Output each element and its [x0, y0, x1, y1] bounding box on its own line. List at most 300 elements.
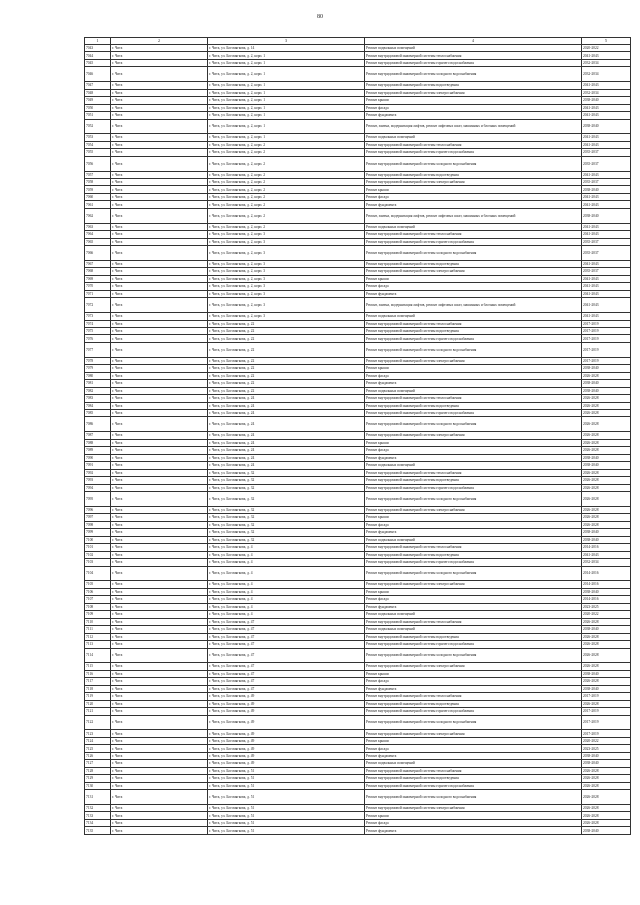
period: 2014-2016: [582, 566, 631, 581]
address: г. Чита, ул. Богомягкова, д. 2, корп. 1: [208, 112, 365, 119]
row-number: 7057: [85, 171, 111, 178]
address: г. Чита, ул. Богомягкова, д. 24: [208, 395, 365, 402]
table-row: [85, 208, 631, 223]
table-row: [85, 618, 631, 625]
settlement: г. Чита: [111, 298, 208, 313]
period: 2017-2019: [582, 357, 631, 364]
settlement: г. Чита: [111, 380, 208, 387]
address: г. Чита, ул. Богомягкова, д. 2, корп. 2: [208, 193, 365, 200]
address: г. Чита, ул. Богомягкова, д. 2, корп. 1: [208, 59, 365, 66]
work-type: Ремонт фасада: [365, 104, 582, 111]
row-number: 7132: [85, 804, 111, 811]
period: 2026-2028: [582, 618, 631, 625]
settlement: г. Чита: [111, 506, 208, 513]
table-row: [85, 275, 631, 282]
header-col-4: 4: [365, 38, 582, 45]
work-type: Ремонт внутридомовой инженерной системы горячего водоснабжения: [365, 238, 582, 245]
period: 2041-2043: [582, 275, 631, 282]
period: 2017-2019: [582, 730, 631, 737]
row-number: 7048: [85, 89, 111, 96]
settlement: г. Чита: [111, 775, 208, 782]
row-number: 7089: [85, 447, 111, 454]
period: 2014-2016: [582, 581, 631, 588]
table-row: [85, 700, 631, 707]
table-row: [85, 775, 631, 782]
work-type: Ремонт внутридомовой инженерной системы электроснабжения: [365, 179, 582, 186]
period: 2026-2028: [582, 492, 631, 507]
address: г. Чита, ул. Богомягкова, д. 24: [208, 447, 365, 454]
period: 2017-2019: [582, 708, 631, 715]
settlement: г. Чита: [111, 231, 208, 238]
work-type: Ремонт внутридомовой инженерной системы теплоснабжения: [365, 52, 582, 59]
row-number: 7134: [85, 819, 111, 826]
table-row: [85, 313, 631, 320]
settlement: г. Чита: [111, 223, 208, 230]
table-row: [85, 134, 631, 141]
work-type: Ремонт подвальных помещений: [365, 626, 582, 633]
settlement: г. Чита: [111, 678, 208, 685]
period: 2026-2028: [582, 700, 631, 707]
work-type: Ремонт внутридомовой инженерной системы теплоснабжения: [365, 141, 582, 148]
table-row: [85, 767, 631, 774]
settlement: г. Чита: [111, 238, 208, 245]
address: г. Чита, ул. Богомягкова, д. 2, корп. 3: [208, 298, 365, 313]
row-number: 7129: [85, 775, 111, 782]
row-number: 7051: [85, 112, 111, 119]
settlement: г. Чита: [111, 700, 208, 707]
period: 2035-2037: [582, 149, 631, 156]
row-number: 7128: [85, 767, 111, 774]
table-row: [85, 395, 631, 402]
row-number: 7100: [85, 536, 111, 543]
table-row: [85, 357, 631, 364]
period: 2026-2028: [582, 484, 631, 491]
work-type: Ремонт внутридомовой инженерной системы холодного водоснабжения: [365, 492, 582, 507]
settlement: г. Чита: [111, 409, 208, 416]
settlement: г. Чита: [111, 67, 208, 82]
work-type: Ремонт крыши: [365, 812, 582, 819]
period: 2038-2040: [582, 670, 631, 677]
work-type: Ремонт внутридомовой инженерной системы водоотведения: [365, 633, 582, 640]
table-row: [85, 260, 631, 267]
address: г. Чита, ул. Богомягкова, д. 32: [208, 529, 365, 536]
work-type: Ремонт внутридомовой инженерной системы водоотведения: [365, 327, 582, 334]
settlement: г. Чита: [111, 559, 208, 566]
row-number: 7082: [85, 387, 111, 394]
work-type: Ремонт фундамента: [365, 380, 582, 387]
table-row: [85, 342, 631, 357]
row-number: 7075: [85, 327, 111, 334]
work-type: Ремонт внутридомовой инженерной системы холодного водоснабжения: [365, 342, 582, 357]
work-type: Ремонт внутридомовой инженерной системы теплоснабжения: [365, 767, 582, 774]
row-number: 7125: [85, 745, 111, 752]
work-type: Ремонт фундамента: [365, 752, 582, 759]
table-row: [85, 715, 631, 730]
settlement: г. Чита: [111, 335, 208, 342]
row-number: 7101: [85, 544, 111, 551]
work-type: Ремонт внутридомовой инженерной системы теплоснабжения: [365, 618, 582, 625]
table-row: [85, 760, 631, 767]
row-number: 7112: [85, 633, 111, 640]
address: г. Чита, ул. Богомягкова, д. 51: [208, 819, 365, 826]
table-header-row: [85, 38, 631, 45]
address: г. Чита, ул. Богомягкова, д. 2, корп. 3: [208, 283, 365, 290]
table-row: [85, 529, 631, 536]
period: 2038-2040: [582, 752, 631, 759]
table-row: [85, 670, 631, 677]
address: г. Чита, ул. Богомягкова, д. 49: [208, 700, 365, 707]
row-number: 7067: [85, 260, 111, 267]
row-number: 7079: [85, 365, 111, 372]
period: 2026-2028: [582, 432, 631, 439]
period: 2017-2019: [582, 693, 631, 700]
table-row: [85, 693, 631, 700]
table-row: [85, 782, 631, 789]
settlement: г. Чита: [111, 790, 208, 805]
table-row: [85, 559, 631, 566]
period: 2038-2040: [582, 97, 631, 104]
period: 2038-2040: [582, 827, 631, 834]
address: г. Чита, ул. Богомягкова, д. 2, корп. 2: [208, 149, 365, 156]
period: 2020-2022: [582, 737, 631, 744]
table-row: [85, 439, 631, 446]
work-type: Ремонт фасада: [365, 447, 582, 454]
settlement: г. Чита: [111, 819, 208, 826]
period: 2026-2028: [582, 648, 631, 663]
period: 2038-2040: [582, 208, 631, 223]
work-type: Ремонт, замена, модернизация лифтов, ремонт лифтовых шахт, машинных и блочных помещений: [365, 208, 582, 223]
settlement: г. Чита: [111, 193, 208, 200]
row-number: 7066: [85, 246, 111, 261]
settlement: г. Чита: [111, 45, 208, 52]
address: г. Чита, ул. Богомягкова, д. 47: [208, 648, 365, 663]
address: г. Чита, ул. Богомягкова, д. 22: [208, 335, 365, 342]
header-col-5: 5: [582, 38, 631, 45]
period: 2026-2028: [582, 678, 631, 685]
work-type: Ремонт фасада: [365, 819, 582, 826]
settlement: г. Чита: [111, 551, 208, 558]
work-type: Ремонт фасада: [365, 372, 582, 379]
work-type: Ремонт внутридомовой инженерной системы водоотведения: [365, 402, 582, 409]
address: г. Чита, ул. Богомягкова, д. 4: [208, 559, 365, 566]
work-type: Ремонт внутридомовой инженерной системы водоотведения: [365, 700, 582, 707]
row-number: 7119: [85, 693, 111, 700]
settlement: г. Чита: [111, 439, 208, 446]
address: г. Чита, ул. Богомягкова, д. 24: [208, 454, 365, 461]
table-row: [85, 409, 631, 416]
row-number: 7052: [85, 119, 111, 134]
address: г. Чита, ул. Богомягкова, д. 47: [208, 626, 365, 633]
period: 2026-2028: [582, 439, 631, 446]
table-row: [85, 89, 631, 96]
table-row: [85, 387, 631, 394]
table-row: [85, 678, 631, 685]
address: г. Чита, ул. Богомягкова, д. 4: [208, 566, 365, 581]
address: г. Чита, ул. Богомягкова, д. 24: [208, 417, 365, 432]
address: г. Чита, ул. Богомягкова, д. 4: [208, 596, 365, 603]
row-number: 7074: [85, 320, 111, 327]
work-type: Ремонт, замена, модернизация лифтов, ремонт лифтовых шахт, машинных и блочных помещений: [365, 298, 582, 313]
address: г. Чита, ул. Богомягкова, д. 24: [208, 432, 365, 439]
settlement: г. Чита: [111, 529, 208, 536]
work-type: Ремонт крыши: [365, 670, 582, 677]
settlement: г. Чита: [111, 827, 208, 834]
settlement: г. Чита: [111, 327, 208, 334]
period: 2017-2019: [582, 342, 631, 357]
row-number: 7109: [85, 611, 111, 618]
period: 2038-2040: [582, 387, 631, 394]
address: г. Чита, ул. Богомягкова, д. 49: [208, 752, 365, 759]
settlement: г. Чита: [111, 737, 208, 744]
row-number: 7069: [85, 275, 111, 282]
work-type: Ремонт подвальных помещений: [365, 313, 582, 320]
settlement: г. Чита: [111, 745, 208, 752]
period: 2026-2028: [582, 633, 631, 640]
address: г. Чита, ул. Богомягкова, д. 2, корп. 2: [208, 186, 365, 193]
work-type: Ремонт подвальных помещений: [365, 611, 582, 618]
table-row: [85, 179, 631, 186]
table-row: [85, 752, 631, 759]
work-type: Ремонт фундамента: [365, 112, 582, 119]
table-row: [85, 596, 631, 603]
row-number: 7130: [85, 782, 111, 789]
address: г. Чита, ул. Богомягкова, д. 51: [208, 804, 365, 811]
settlement: г. Чита: [111, 626, 208, 633]
address: г. Чита, ул. Богомягкова, д. 4: [208, 551, 365, 558]
work-type: Ремонт подвальных помещений: [365, 462, 582, 469]
settlement: г. Чита: [111, 782, 208, 789]
settlement: г. Чита: [111, 566, 208, 581]
address: г. Чита, ул. Богомягкова, д. 2, корп. 1: [208, 67, 365, 82]
row-number: 7116: [85, 670, 111, 677]
table-row: [85, 52, 631, 59]
period: 2026-2028: [582, 790, 631, 805]
settlement: г. Чита: [111, 313, 208, 320]
address: г. Чита, ул. Богомягкова, д. 32: [208, 492, 365, 507]
address: г. Чита, ул. Богомягкова, д. 22: [208, 365, 365, 372]
row-number: 7118: [85, 685, 111, 692]
period: 2032-2034: [582, 559, 631, 566]
table-row: [85, 432, 631, 439]
row-number: 7092: [85, 469, 111, 476]
period: 2026-2028: [582, 663, 631, 670]
row-number: 7081: [85, 380, 111, 387]
address: г. Чита, ул. Богомягкова, д. 22: [208, 342, 365, 357]
period: 2041-2043: [582, 260, 631, 267]
address: г. Чита, ул. Богомягкова, д. 47: [208, 685, 365, 692]
address: г. Чита, ул. Богомягкова, д. 22: [208, 327, 365, 334]
table-row: [85, 506, 631, 513]
work-type: Ремонт внутридомовой инженерной системы теплоснабжения: [365, 469, 582, 476]
settlement: г. Чита: [111, 52, 208, 59]
work-type: Ремонт внутридомовой инженерной системы водоотведения: [365, 171, 582, 178]
row-number: 7097: [85, 514, 111, 521]
work-type: Ремонт внутридомовой инженерной системы электроснабжения: [365, 581, 582, 588]
work-type: Ремонт внутридомовой инженерной системы теплоснабжения: [365, 693, 582, 700]
row-number: 7084: [85, 402, 111, 409]
table-row: [85, 335, 631, 342]
row-number: 7080: [85, 372, 111, 379]
work-type: Ремонт внутридомовой инженерной системы электроснабжения: [365, 432, 582, 439]
settlement: г. Чита: [111, 141, 208, 148]
period: 2041-2043: [582, 112, 631, 119]
settlement: г. Чита: [111, 119, 208, 134]
page-number: 80: [317, 14, 323, 20]
work-type: Ремонт внутридомовой инженерной системы горячего водоснабжения: [365, 59, 582, 66]
work-type: Ремонт фундамента: [365, 827, 582, 834]
address: г. Чита, ул. Богомягкова, д. 2, корп. 2: [208, 223, 365, 230]
work-type: Ремонт подвальных помещений: [365, 223, 582, 230]
address: г. Чита, ул. Богомягкова, д. 2, корп. 1: [208, 52, 365, 59]
period: 2038-2040: [582, 380, 631, 387]
address: г. Чита, ул. Богомягкова, д. 32: [208, 521, 365, 528]
period: 2041-2043: [582, 141, 631, 148]
period: 2038-2040: [582, 462, 631, 469]
period: 2035-2037: [582, 238, 631, 245]
table-row: [85, 663, 631, 670]
settlement: г. Чита: [111, 387, 208, 394]
table-row: [85, 67, 631, 82]
work-type: Ремонт внутридомовой инженерной системы теплоснабжения: [365, 320, 582, 327]
settlement: г. Чита: [111, 82, 208, 89]
work-type: Ремонт внутридомовой инженерной системы электроснабжения: [365, 89, 582, 96]
work-type: Ремонт внутридомовой инженерной системы электроснабжения: [365, 663, 582, 670]
work-type: Ремонт подвальных помещений: [365, 387, 582, 394]
work-type: Ремонт внутридомовой инженерной системы электроснабжения: [365, 357, 582, 364]
settlement: г. Чита: [111, 290, 208, 297]
period: 2026-2028: [582, 469, 631, 476]
period: 2041-2043: [582, 104, 631, 111]
settlement: г. Чита: [111, 663, 208, 670]
settlement: г. Чита: [111, 156, 208, 171]
address: г. Чита, ул. Богомягкова, д. 32: [208, 469, 365, 476]
table-row: [85, 156, 631, 171]
period: 2026-2028: [582, 767, 631, 774]
period: 2038-2040: [582, 588, 631, 595]
row-number: 7058: [85, 179, 111, 186]
work-type: Ремонт внутридомовой инженерной системы теплоснабжения: [365, 544, 582, 551]
address: г. Чита, ул. Богомягкова, д. 47: [208, 678, 365, 685]
work-type: Ремонт фундамента: [365, 603, 582, 610]
work-type: Ремонт внутридомовой инженерной системы водоотведения: [365, 82, 582, 89]
table-row: [85, 514, 631, 521]
period: 2041-2043: [582, 201, 631, 208]
row-number: 7047: [85, 82, 111, 89]
work-type: Ремонт внутридомовой инженерной системы холодного водоснабжения: [365, 790, 582, 805]
period: 2026-2028: [582, 812, 631, 819]
row-number: 7122: [85, 715, 111, 730]
settlement: г. Чита: [111, 283, 208, 290]
settlement: г. Чита: [111, 201, 208, 208]
settlement: г. Чита: [111, 767, 208, 774]
work-type: Ремонт внутридомовой инженерной системы горячего водоснабжения: [365, 641, 582, 648]
work-type: Ремонт фасада: [365, 283, 582, 290]
table-row: [85, 454, 631, 461]
settlement: г. Чита: [111, 320, 208, 327]
work-type: Ремонт фасада: [365, 745, 582, 752]
table-row: [85, 223, 631, 230]
row-number: 7095: [85, 492, 111, 507]
address: г. Чита, ул. Богомягкова, д. 47: [208, 663, 365, 670]
work-type: Ремонт внутридомовой инженерной системы водоотведения: [365, 477, 582, 484]
address: г. Чита, ул. Богомягкова, д. 2, корп. 3: [208, 275, 365, 282]
table-row: [85, 790, 631, 805]
settlement: г. Чита: [111, 521, 208, 528]
row-number: 7083: [85, 395, 111, 402]
settlement: г. Чита: [111, 432, 208, 439]
work-type: Ремонт внутридомовой инженерной системы водоотведения: [365, 260, 582, 267]
period: 2026-2028: [582, 775, 631, 782]
table-row: [85, 648, 631, 663]
period: 2026-2028: [582, 402, 631, 409]
row-number: 7064: [85, 231, 111, 238]
row-number: 7104: [85, 566, 111, 581]
period: 2014-2016: [582, 544, 631, 551]
row-number: 7085: [85, 409, 111, 416]
period: 2026-2028: [582, 819, 631, 826]
period: 2026-2028: [582, 521, 631, 528]
settlement: г. Чита: [111, 685, 208, 692]
table-row: [85, 268, 631, 275]
row-number: 7123: [85, 730, 111, 737]
settlement: г. Чита: [111, 186, 208, 193]
period: 2026-2028: [582, 782, 631, 789]
table-row: [85, 112, 631, 119]
row-number: 7046: [85, 67, 111, 82]
work-type: Ремонт крыши: [365, 737, 582, 744]
row-number: 7065: [85, 238, 111, 245]
row-number: 7053: [85, 134, 111, 141]
work-type: Ремонт подвальных помещений: [365, 760, 582, 767]
row-number: 7077: [85, 342, 111, 357]
address: г. Чита, ул. Богомягкова, д. 2, корп. 3: [208, 231, 365, 238]
row-number: 7099: [85, 529, 111, 536]
table-row: [85, 484, 631, 491]
period: 2041-2043: [582, 231, 631, 238]
row-number: 7061: [85, 201, 111, 208]
table-row: [85, 633, 631, 640]
period: 2032-2034: [582, 67, 631, 82]
table-row: [85, 827, 631, 834]
row-number: 7093: [85, 477, 111, 484]
work-type: Ремонт крыши: [365, 514, 582, 521]
address: г. Чита, ул. Богомягкова, д. 49: [208, 745, 365, 752]
period: 2032-2034: [582, 89, 631, 96]
row-number: 7072: [85, 298, 111, 313]
table-row: [85, 402, 631, 409]
address: г. Чита, ул. Богомягкова, д. 51: [208, 782, 365, 789]
table-row: [85, 819, 631, 826]
table-row: [85, 283, 631, 290]
period: 2035-2037: [582, 179, 631, 186]
work-type: Ремонт крыши: [365, 439, 582, 446]
period: 2023-2025: [582, 603, 631, 610]
table-row: [85, 477, 631, 484]
table-row: [85, 708, 631, 715]
table-row: [85, 372, 631, 379]
address: г. Чита, ул. Богомягкова, д. 2, корп. 1: [208, 97, 365, 104]
period: 2026-2028: [582, 447, 631, 454]
work-type: Ремонт внутридомовой инженерной системы холодного водоснабжения: [365, 648, 582, 663]
period: 2026-2028: [582, 417, 631, 432]
row-number: 7086: [85, 417, 111, 432]
settlement: г. Чита: [111, 492, 208, 507]
work-type: Ремонт фундамента: [365, 201, 582, 208]
address: г. Чита, ул. Богомягкова, д. 24: [208, 409, 365, 416]
row-number: 7110: [85, 618, 111, 625]
work-type: Ремонт внутридомовой инженерной системы горячего водоснабжения: [365, 335, 582, 342]
period: 2041-2043: [582, 283, 631, 290]
